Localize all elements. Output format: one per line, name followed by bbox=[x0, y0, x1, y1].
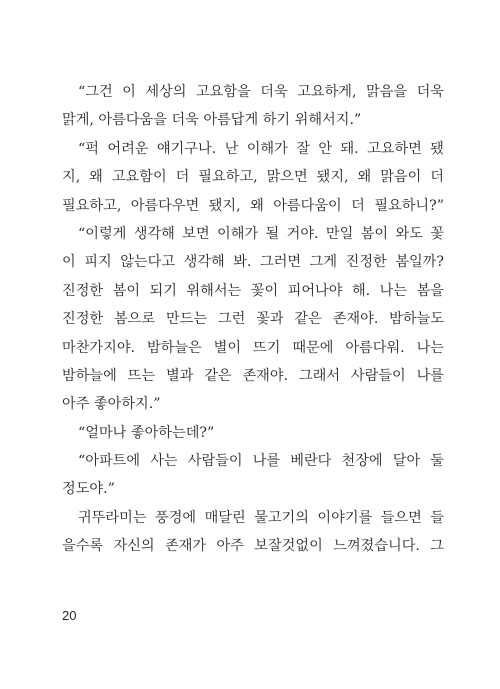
text-line: 필요하고, 아름다우면 됐지, 왜 아름다움이 더 필요하니?” bbox=[62, 197, 444, 214]
text-line: 진정한 봄이 되기 위해서는 꽃이 피어나야 해. 나는 봄을 bbox=[62, 282, 444, 299]
body-text bbox=[62, 78, 444, 561]
text-line: 을수록 자신의 존재가 아주 보잘것없이 느껴졌습니다. 그 bbox=[62, 538, 444, 555]
text-line: “얼마나 좋아하는데?” bbox=[78, 424, 215, 441]
text-line: “퍽 어려운 얘기구나. 난 이해가 잘 안 돼. 고요하면 됐 bbox=[78, 140, 444, 157]
text-line: “이렇게 생각해 보면 이해가 될 거야. 만일 봄이 와도 꽃 bbox=[78, 225, 444, 242]
text-line: “그건 이 세상의 고요함을 더욱 고요하게, 맑음을 더욱 bbox=[78, 84, 444, 100]
text-line: 정도야.” bbox=[62, 481, 115, 498]
text-line: 이 피지 않는다고 생각해 봐. 그러면 그게 진정한 봄일까? bbox=[62, 254, 444, 271]
text-line: “아파트에 사는 사람들이 나를 베란다 천장에 달아 둘 bbox=[78, 453, 444, 470]
page-number: 20 bbox=[62, 608, 77, 623]
text-line: 맑게, 아름다움을 더욱 아름답게 하기 위해서지.” bbox=[62, 112, 362, 129]
text-line: 마찬가지야. 밤하늘은 별이 뜨기 때문에 아름다워. 나는 bbox=[62, 339, 444, 356]
text-line: 귀뚜라미는 풍경에 매달린 물고기의 이야기를 들으면 들 bbox=[78, 509, 444, 526]
text-line: 지, 왜 고요함이 더 필요하고, 맑으면 됐지, 왜 맑음이 더 bbox=[62, 169, 444, 186]
text-line: 밤하늘에 뜨는 별과 같은 존재야. 그래서 사람들이 나를 bbox=[62, 367, 444, 384]
text-line: 아주 좋아하지.” bbox=[62, 396, 161, 413]
text-line: 진정한 봄으로 만드는 그런 꽃과 같은 존재야. 밤하늘도 bbox=[62, 311, 444, 328]
